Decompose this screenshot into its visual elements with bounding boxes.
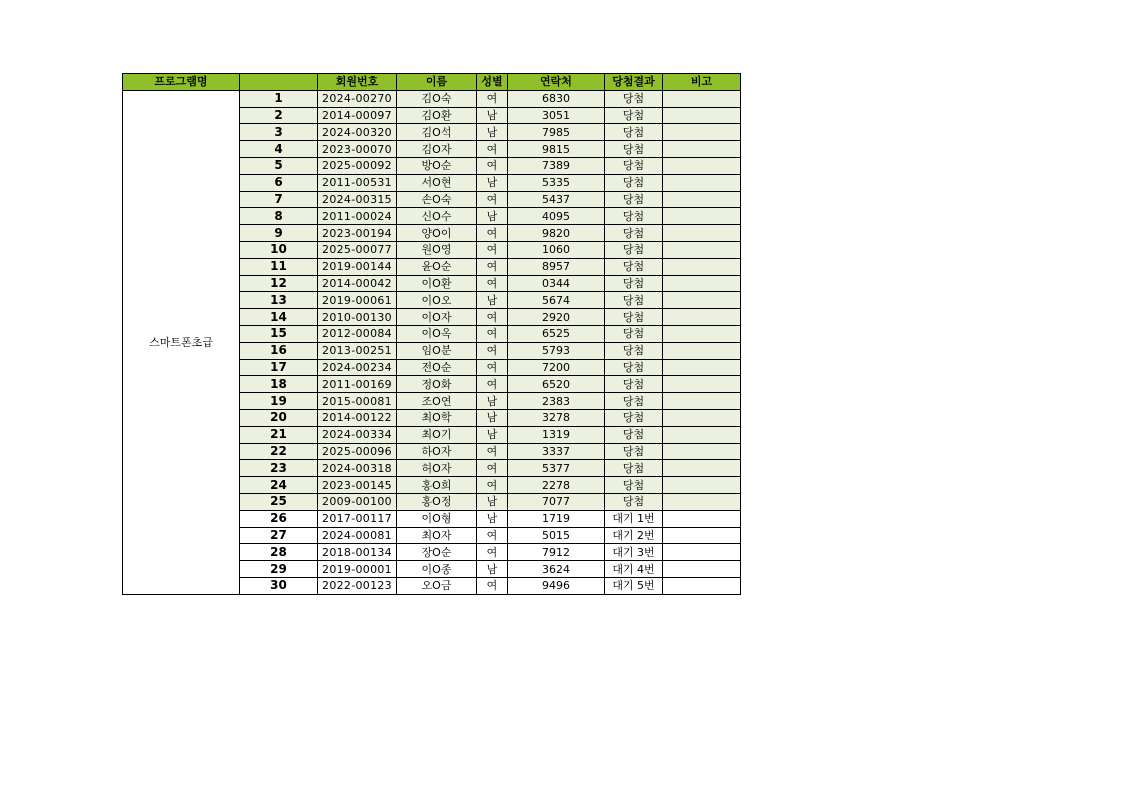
contact-cell[interactable]: 3624 bbox=[508, 561, 605, 578]
gender-cell[interactable]: 남 bbox=[477, 409, 508, 426]
row-number[interactable]: 24 bbox=[240, 477, 318, 494]
member-id-cell[interactable]: 2023-00145 bbox=[318, 477, 397, 494]
member-id-cell[interactable]: 2024-00334 bbox=[318, 426, 397, 443]
member-id-cell[interactable]: 2011-00169 bbox=[318, 376, 397, 393]
name-cell[interactable]: 임O분 bbox=[397, 342, 477, 359]
table-body bbox=[123, 90, 741, 594]
contact-cell[interactable]: 7985 bbox=[508, 124, 605, 141]
member-id-cell[interactable]: 2025-00077 bbox=[318, 241, 397, 258]
name-cell[interactable]: 양O이 bbox=[397, 225, 477, 242]
note-cell[interactable] bbox=[663, 124, 741, 141]
contact-cell[interactable]: 9815 bbox=[508, 141, 605, 158]
row-number[interactable]: 2 bbox=[240, 107, 318, 124]
note-cell[interactable] bbox=[663, 577, 741, 594]
member-id-cell[interactable]: 2018-00134 bbox=[318, 544, 397, 561]
name-cell[interactable]: 원O영 bbox=[397, 241, 477, 258]
result-cell[interactable]: 당첨 bbox=[605, 241, 663, 258]
gender-cell[interactable]: 여 bbox=[477, 325, 508, 342]
note-cell[interactable] bbox=[663, 359, 741, 376]
note-cell[interactable] bbox=[663, 292, 741, 309]
row-number[interactable]: 22 bbox=[240, 443, 318, 460]
gender-cell[interactable]: 여 bbox=[477, 90, 508, 107]
contact-cell[interactable]: 5335 bbox=[508, 174, 605, 191]
contact-cell[interactable]: 2920 bbox=[508, 309, 605, 326]
member-id-cell[interactable]: 2017-00117 bbox=[318, 510, 397, 527]
program-name-cell[interactable]: 스마트폰초급 bbox=[123, 90, 240, 594]
note-cell[interactable] bbox=[663, 460, 741, 477]
result-cell[interactable]: 당첨 bbox=[605, 258, 663, 275]
member-id-cell[interactable]: 2011-00024 bbox=[318, 208, 397, 225]
member-id-cell[interactable]: 2019-00061 bbox=[318, 292, 397, 309]
note-cell[interactable] bbox=[663, 443, 741, 460]
gender-cell[interactable]: 남 bbox=[477, 510, 508, 527]
row-number[interactable]: 6 bbox=[240, 174, 318, 191]
member-id-cell[interactable]: 2014-00042 bbox=[318, 275, 397, 292]
note-cell[interactable] bbox=[663, 241, 741, 258]
row-number[interactable]: 23 bbox=[240, 460, 318, 477]
contact-cell[interactable]: 5437 bbox=[508, 191, 605, 208]
gender-cell[interactable]: 남 bbox=[477, 208, 508, 225]
lottery-result-table bbox=[122, 73, 741, 595]
row-number[interactable]: 14 bbox=[240, 309, 318, 326]
row-number[interactable]: 8 bbox=[240, 208, 318, 225]
name-cell[interactable]: 윤O순 bbox=[397, 258, 477, 275]
contact-cell[interactable]: 6830 bbox=[508, 90, 605, 107]
row-number[interactable]: 1 bbox=[240, 90, 318, 107]
note-cell[interactable] bbox=[663, 309, 741, 326]
member-id-cell[interactable]: 2009-00100 bbox=[318, 493, 397, 510]
note-cell[interactable] bbox=[663, 325, 741, 342]
contact-cell[interactable]: 0344 bbox=[508, 275, 605, 292]
note-cell[interactable] bbox=[663, 510, 741, 527]
result-cell[interactable]: 당첨 bbox=[605, 309, 663, 326]
name-cell[interactable]: 김O숙 bbox=[397, 90, 477, 107]
name-cell[interactable]: 이O옥 bbox=[397, 325, 477, 342]
name-cell[interactable]: 서O현 bbox=[397, 174, 477, 191]
note-cell[interactable] bbox=[663, 376, 741, 393]
gender-cell[interactable]: 남 bbox=[477, 107, 508, 124]
contact-cell[interactable]: 6520 bbox=[508, 376, 605, 393]
result-cell[interactable]: 대기 3번 bbox=[605, 544, 663, 561]
member-id-cell[interactable]: 2019-00144 bbox=[318, 258, 397, 275]
gender-cell[interactable]: 여 bbox=[477, 359, 508, 376]
name-cell[interactable]: 이O형 bbox=[397, 510, 477, 527]
header-gender[interactable]: 성별 bbox=[477, 74, 508, 91]
gender-cell[interactable]: 남 bbox=[477, 493, 508, 510]
note-cell[interactable] bbox=[663, 561, 741, 578]
contact-cell[interactable]: 6525 bbox=[508, 325, 605, 342]
gender-cell[interactable]: 여 bbox=[477, 443, 508, 460]
contact-cell[interactable]: 2278 bbox=[508, 477, 605, 494]
member-id-cell[interactable]: 2023-00070 bbox=[318, 141, 397, 158]
contact-cell[interactable]: 7200 bbox=[508, 359, 605, 376]
gender-cell[interactable]: 여 bbox=[477, 309, 508, 326]
contact-cell[interactable]: 9496 bbox=[508, 577, 605, 594]
gender-cell[interactable]: 여 bbox=[477, 258, 508, 275]
header-name[interactable]: 이름 bbox=[397, 74, 477, 91]
contact-cell[interactable]: 1319 bbox=[508, 426, 605, 443]
member-id-cell[interactable]: 2023-00194 bbox=[318, 225, 397, 242]
note-cell[interactable] bbox=[663, 493, 741, 510]
result-cell[interactable]: 당첨 bbox=[605, 426, 663, 443]
row-number[interactable]: 19 bbox=[240, 393, 318, 410]
note-cell[interactable] bbox=[663, 191, 741, 208]
header-note[interactable]: 비고 bbox=[663, 74, 741, 91]
note-cell[interactable] bbox=[663, 90, 741, 107]
result-cell[interactable]: 당첨 bbox=[605, 141, 663, 158]
gender-cell[interactable]: 여 bbox=[477, 225, 508, 242]
header-no[interactable] bbox=[240, 74, 318, 91]
name-cell[interactable]: 조O연 bbox=[397, 393, 477, 410]
name-cell[interactable]: 허O자 bbox=[397, 460, 477, 477]
contact-cell[interactable]: 4095 bbox=[508, 208, 605, 225]
row-number[interactable]: 30 bbox=[240, 577, 318, 594]
row-number[interactable]: 5 bbox=[240, 157, 318, 174]
result-cell[interactable]: 당첨 bbox=[605, 325, 663, 342]
name-cell[interactable]: 신O수 bbox=[397, 208, 477, 225]
row-number[interactable]: 15 bbox=[240, 325, 318, 342]
result-cell[interactable]: 당첨 bbox=[605, 275, 663, 292]
member-id-cell[interactable]: 2024-00315 bbox=[318, 191, 397, 208]
row-number[interactable]: 9 bbox=[240, 225, 318, 242]
name-cell[interactable]: 이O자 bbox=[397, 309, 477, 326]
gender-cell[interactable]: 여 bbox=[477, 141, 508, 158]
contact-cell[interactable]: 9820 bbox=[508, 225, 605, 242]
contact-cell[interactable]: 7389 bbox=[508, 157, 605, 174]
row-number[interactable]: 25 bbox=[240, 493, 318, 510]
member-id-cell[interactable]: 2012-00084 bbox=[318, 325, 397, 342]
result-cell[interactable]: 대기 2번 bbox=[605, 527, 663, 544]
contact-cell[interactable]: 5674 bbox=[508, 292, 605, 309]
row-number[interactable]: 26 bbox=[240, 510, 318, 527]
note-cell[interactable] bbox=[663, 174, 741, 191]
result-cell[interactable]: 당첨 bbox=[605, 124, 663, 141]
row-number[interactable]: 21 bbox=[240, 426, 318, 443]
row-number[interactable]: 29 bbox=[240, 561, 318, 578]
contact-cell[interactable]: 2383 bbox=[508, 393, 605, 410]
row-number[interactable]: 20 bbox=[240, 409, 318, 426]
result-cell[interactable]: 당첨 bbox=[605, 443, 663, 460]
member-id-cell[interactable]: 2019-00001 bbox=[318, 561, 397, 578]
result-cell[interactable]: 당첨 bbox=[605, 174, 663, 191]
contact-cell[interactable]: 3278 bbox=[508, 409, 605, 426]
contact-cell[interactable]: 1060 bbox=[508, 241, 605, 258]
result-cell[interactable]: 당첨 bbox=[605, 393, 663, 410]
gender-cell[interactable]: 여 bbox=[477, 191, 508, 208]
name-cell[interactable]: 장O순 bbox=[397, 544, 477, 561]
contact-cell[interactable]: 3051 bbox=[508, 107, 605, 124]
name-cell[interactable]: 최O학 bbox=[397, 409, 477, 426]
name-cell[interactable]: 최O기 bbox=[397, 426, 477, 443]
name-cell[interactable]: 홍O정 bbox=[397, 493, 477, 510]
result-cell[interactable]: 대기 4번 bbox=[605, 561, 663, 578]
gender-cell[interactable]: 여 bbox=[477, 241, 508, 258]
member-id-cell[interactable]: 2011-00531 bbox=[318, 174, 397, 191]
name-cell[interactable]: 홍O희 bbox=[397, 477, 477, 494]
note-cell[interactable] bbox=[663, 275, 741, 292]
member-id-cell[interactable]: 2013-00251 bbox=[318, 342, 397, 359]
result-cell[interactable]: 당첨 bbox=[605, 107, 663, 124]
member-id-cell[interactable]: 2025-00096 bbox=[318, 443, 397, 460]
row-number[interactable]: 7 bbox=[240, 191, 318, 208]
result-cell[interactable]: 당첨 bbox=[605, 359, 663, 376]
note-cell[interactable] bbox=[663, 409, 741, 426]
member-id-cell[interactable]: 2014-00122 bbox=[318, 409, 397, 426]
gender-cell[interactable]: 남 bbox=[477, 561, 508, 578]
gender-cell[interactable]: 여 bbox=[477, 157, 508, 174]
header-member-id[interactable]: 회원번호 bbox=[318, 74, 397, 91]
result-cell[interactable]: 당첨 bbox=[605, 225, 663, 242]
name-cell[interactable]: 방O순 bbox=[397, 157, 477, 174]
result-cell[interactable]: 당첨 bbox=[605, 90, 663, 107]
result-cell[interactable]: 대기 1번 bbox=[605, 510, 663, 527]
contact-cell[interactable]: 3337 bbox=[508, 443, 605, 460]
gender-cell[interactable]: 남 bbox=[477, 292, 508, 309]
result-cell[interactable]: 당첨 bbox=[605, 477, 663, 494]
result-cell[interactable]: 당첨 bbox=[605, 460, 663, 477]
contact-cell[interactable]: 7077 bbox=[508, 493, 605, 510]
result-cell[interactable]: 당첨 bbox=[605, 342, 663, 359]
row-number[interactable]: 10 bbox=[240, 241, 318, 258]
contact-cell[interactable]: 1719 bbox=[508, 510, 605, 527]
row-number[interactable]: 12 bbox=[240, 275, 318, 292]
gender-cell[interactable]: 여 bbox=[477, 477, 508, 494]
result-cell[interactable]: 당첨 bbox=[605, 191, 663, 208]
name-cell[interactable]: 김O석 bbox=[397, 124, 477, 141]
name-cell[interactable]: 하O자 bbox=[397, 443, 477, 460]
result-cell[interactable]: 당첨 bbox=[605, 208, 663, 225]
gender-cell[interactable]: 남 bbox=[477, 426, 508, 443]
gender-cell[interactable]: 여 bbox=[477, 577, 508, 594]
gender-cell[interactable]: 여 bbox=[477, 342, 508, 359]
note-cell[interactable] bbox=[663, 225, 741, 242]
note-cell[interactable] bbox=[663, 342, 741, 359]
gender-cell[interactable]: 남 bbox=[477, 393, 508, 410]
row-number[interactable]: 18 bbox=[240, 376, 318, 393]
name-cell[interactable]: 전O순 bbox=[397, 359, 477, 376]
name-cell[interactable]: 이O환 bbox=[397, 275, 477, 292]
header-row bbox=[123, 74, 741, 91]
contact-cell[interactable]: 8957 bbox=[508, 258, 605, 275]
table-row bbox=[123, 90, 741, 107]
row-number[interactable]: 16 bbox=[240, 342, 318, 359]
contact-cell[interactable]: 5015 bbox=[508, 527, 605, 544]
name-cell[interactable]: 김O자 bbox=[397, 141, 477, 158]
gender-cell[interactable]: 여 bbox=[477, 544, 508, 561]
row-number[interactable]: 28 bbox=[240, 544, 318, 561]
note-cell[interactable] bbox=[663, 141, 741, 158]
contact-cell[interactable]: 5377 bbox=[508, 460, 605, 477]
member-id-cell[interactable]: 2024-00081 bbox=[318, 527, 397, 544]
row-number[interactable]: 13 bbox=[240, 292, 318, 309]
header-contact[interactable]: 연락처 bbox=[508, 74, 605, 91]
note-cell[interactable] bbox=[663, 544, 741, 561]
name-cell[interactable]: 오O금 bbox=[397, 577, 477, 594]
result-cell[interactable]: 당첨 bbox=[605, 409, 663, 426]
gender-cell[interactable]: 여 bbox=[477, 376, 508, 393]
note-cell[interactable] bbox=[663, 208, 741, 225]
row-number[interactable]: 17 bbox=[240, 359, 318, 376]
row-number[interactable]: 4 bbox=[240, 141, 318, 158]
note-cell[interactable] bbox=[663, 426, 741, 443]
gender-cell[interactable]: 여 bbox=[477, 527, 508, 544]
member-id-cell[interactable]: 2014-00097 bbox=[318, 107, 397, 124]
result-cell[interactable]: 대기 5번 bbox=[605, 577, 663, 594]
gender-cell[interactable]: 남 bbox=[477, 174, 508, 191]
note-cell[interactable] bbox=[663, 157, 741, 174]
contact-cell[interactable]: 7912 bbox=[508, 544, 605, 561]
name-cell[interactable]: 최O자 bbox=[397, 527, 477, 544]
gender-cell[interactable]: 여 bbox=[477, 275, 508, 292]
name-cell[interactable]: 정O화 bbox=[397, 376, 477, 393]
note-cell[interactable] bbox=[663, 393, 741, 410]
note-cell[interactable] bbox=[663, 477, 741, 494]
member-id-cell[interactable]: 2015-00081 bbox=[318, 393, 397, 410]
result-cell[interactable]: 당첨 bbox=[605, 157, 663, 174]
name-cell[interactable]: 손O숙 bbox=[397, 191, 477, 208]
member-id-cell[interactable]: 2024-00320 bbox=[318, 124, 397, 141]
member-id-cell[interactable]: 2010-00130 bbox=[318, 309, 397, 326]
result-cell[interactable]: 당첨 bbox=[605, 493, 663, 510]
gender-cell[interactable]: 여 bbox=[477, 460, 508, 477]
member-id-cell[interactable]: 2025-00092 bbox=[318, 157, 397, 174]
gender-cell[interactable]: 남 bbox=[477, 124, 508, 141]
name-cell[interactable]: 이O오 bbox=[397, 292, 477, 309]
result-cell[interactable]: 당첨 bbox=[605, 292, 663, 309]
row-number[interactable]: 3 bbox=[240, 124, 318, 141]
member-id-cell[interactable]: 2024-00318 bbox=[318, 460, 397, 477]
contact-cell[interactable]: 5793 bbox=[508, 342, 605, 359]
name-cell[interactable]: 이O종 bbox=[397, 561, 477, 578]
note-cell[interactable] bbox=[663, 258, 741, 275]
member-id-cell[interactable]: 2024-00234 bbox=[318, 359, 397, 376]
note-cell[interactable] bbox=[663, 527, 741, 544]
row-number[interactable]: 27 bbox=[240, 527, 318, 544]
header-program[interactable]: 프로그램명 bbox=[123, 74, 240, 91]
member-id-cell[interactable]: 2024-00270 bbox=[318, 90, 397, 107]
row-number[interactable]: 11 bbox=[240, 258, 318, 275]
member-id-cell[interactable]: 2022-00123 bbox=[318, 577, 397, 594]
note-cell[interactable] bbox=[663, 107, 741, 124]
name-cell[interactable]: 김O환 bbox=[397, 107, 477, 124]
header-result[interactable]: 당첨결과 bbox=[605, 74, 663, 91]
result-cell[interactable]: 당첨 bbox=[605, 376, 663, 393]
